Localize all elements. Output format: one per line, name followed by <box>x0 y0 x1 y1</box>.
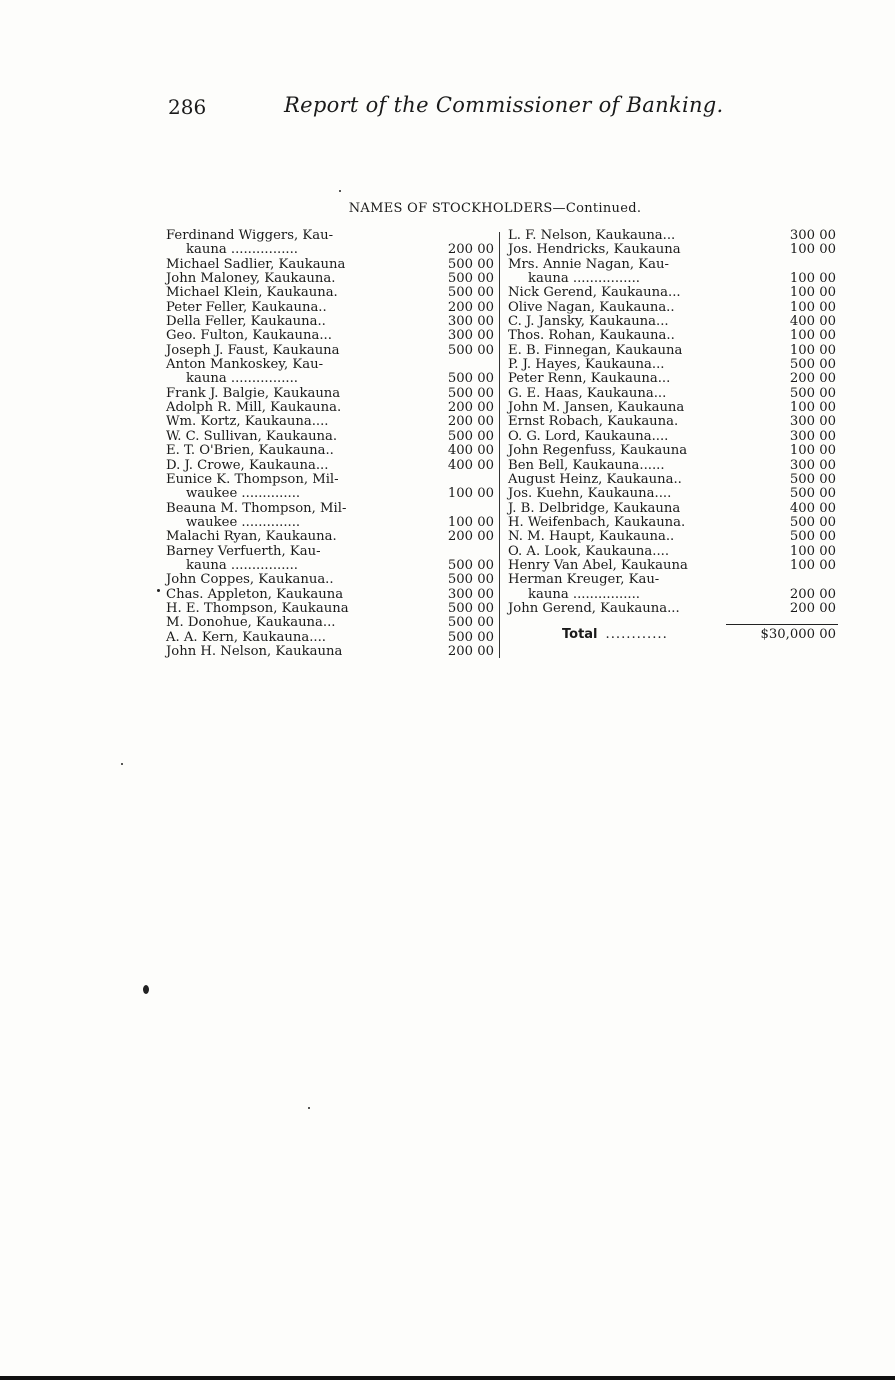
bottom-rule <box>0 1376 895 1380</box>
stock-amount: 100 00 <box>789 242 836 258</box>
stock-amount: 200 00 <box>789 586 836 602</box>
stock-amount: 500 00 <box>447 371 494 387</box>
stock-amount: 300 00 <box>789 414 836 430</box>
stockholder-name: Malachi Ryan, Kaukauna. <box>166 529 337 545</box>
stock-amount: 100 00 <box>789 443 836 459</box>
stockholder-name: H. E. Thompson, Kaukauna <box>166 600 349 616</box>
stock-amount: 200 00 <box>447 242 494 258</box>
column-divider <box>499 232 500 658</box>
stockholder-name: Della Feller, Kaukauna.. <box>166 314 326 330</box>
stockholder-entry <box>508 473 838 487</box>
stockholder-entry <box>166 286 494 300</box>
stock-amount: 100 00 <box>789 271 836 287</box>
stockholder-name: Barney Verfuerth, Kau- <box>166 543 321 559</box>
stock-amount: 500 00 <box>447 256 494 272</box>
stockholder-name-continued: kauna ................ <box>528 271 640 287</box>
stockholder-name: Anton Mankoskey, Kau- <box>166 357 324 373</box>
stockholder-name: D. J. Crowe, Kaukauna... <box>166 457 329 473</box>
stockholder-entry <box>508 387 838 401</box>
stockholder-entry <box>166 430 494 444</box>
stock-amount: 200 00 <box>789 600 836 616</box>
stock-amount: 500 00 <box>789 529 836 545</box>
stockholder-name: John Coppes, Kaukanua.. <box>166 572 334 588</box>
stockholder-name: O. G. Lord, Kaukauna.... <box>508 428 669 444</box>
stock-amount: 100 00 <box>789 400 836 416</box>
total-label: Total <box>562 627 598 643</box>
stockholder-entry <box>508 243 838 257</box>
stockholder-name-continued: waukee .............. <box>186 486 301 502</box>
stockholder-entry <box>166 645 494 659</box>
stockholder-entry <box>166 616 494 630</box>
stockholder-name-continued: kauna ................ <box>186 242 298 258</box>
stock-amount: 300 00 <box>447 586 494 602</box>
stockholder-name: Nick Gerend, Kaukauna... <box>508 285 681 301</box>
stockholder-entry <box>508 516 838 530</box>
stockholder-entry <box>508 530 838 544</box>
stock-amount: 500 00 <box>789 514 836 530</box>
stock-amount: 400 00 <box>447 443 494 459</box>
stock-amount: 100 00 <box>789 299 836 315</box>
stockholder-name: A. A. Kern, Kaukauna.... <box>166 629 326 645</box>
stock-amount: 200 00 <box>447 414 494 430</box>
stock-amount: 500 00 <box>447 615 494 631</box>
stockholder-entry <box>508 286 838 300</box>
stockholder-entry <box>508 315 838 329</box>
stock-amount: 100 00 <box>789 342 836 358</box>
stockholder-entry <box>508 602 838 616</box>
speck <box>143 985 149 994</box>
stockholder-entry <box>166 358 494 387</box>
stockholder-name: Herman Kreuger, Kau- <box>508 572 660 588</box>
stockholder-name: E. T. O'Brien, Kaukauna.. <box>166 443 334 459</box>
stockholder-name: Michael Klein, Kaukauna. <box>166 285 338 301</box>
stock-amount: 400 00 <box>789 314 836 330</box>
stock-amount: 300 00 <box>447 328 494 344</box>
stock-amount: 500 00 <box>789 471 836 487</box>
stockholder-name: Ernst Robach, Kaukauna. <box>508 414 679 430</box>
stockholder-name-continued: waukee .............. <box>186 514 301 530</box>
stockholder-name: John Maloney, Kaukauna. <box>166 271 336 287</box>
stockholder-name: Mrs. Annie Nagan, Kau- <box>508 256 669 272</box>
stockholder-entry <box>166 229 494 258</box>
stockholder-entry <box>166 573 494 587</box>
stockholder-entry <box>508 329 838 343</box>
stockholder-entry <box>508 502 838 516</box>
stockholder-entry <box>508 545 838 559</box>
stockholder-name: L. F. Nelson, Kaukauna... <box>508 228 676 243</box>
stockholder-entry <box>508 372 838 386</box>
stockholder-entry <box>508 401 838 415</box>
speck <box>339 190 341 192</box>
stock-amount: 500 00 <box>447 271 494 287</box>
stockholder-entry <box>166 530 494 544</box>
stock-amount: 500 00 <box>447 572 494 588</box>
stockholder-entry <box>508 430 838 444</box>
stockholder-entry <box>508 258 838 287</box>
total-rule <box>726 624 838 625</box>
stock-amount: 200 00 <box>447 299 494 315</box>
stock-amount: 500 00 <box>447 557 494 573</box>
stock-amount: 500 00 <box>447 285 494 301</box>
stockholder-entry <box>166 301 494 315</box>
stockholder-entry <box>166 602 494 616</box>
stock-amount: 300 00 <box>789 228 836 243</box>
stockholder-entry <box>166 272 494 286</box>
stockholder-name: Joseph J. Faust, Kaukauna <box>166 342 340 358</box>
stockholder-name: Geo. Fulton, Kaukauna... <box>166 328 332 344</box>
stockholder-name-continued: kauna ................ <box>186 557 298 573</box>
stockholder-entry <box>166 473 494 502</box>
stockholder-entry <box>508 573 838 602</box>
stockholder-name: Beauna M. Thompson, Mil- <box>166 500 347 516</box>
stockholder-name: P. J. Hayes, Kaukauna... <box>508 357 665 373</box>
stockholder-entry <box>166 344 494 358</box>
stockholder-entry <box>166 387 494 401</box>
running-head: Report of the Commissioner of Banking. <box>284 93 724 117</box>
stockholder-entry <box>166 444 494 458</box>
page-number: 286 <box>168 95 207 119</box>
section-title: NAMES OF STOCKHOLDERS—Continued. <box>348 201 642 216</box>
stockholder-entry <box>508 444 838 458</box>
stockholder-name: John H. Nelson, Kaukauna <box>166 643 343 659</box>
stockholder-name: Ferdinand Wiggers, Kau- <box>166 228 334 243</box>
stock-amount: 500 00 <box>789 357 836 373</box>
stock-amount: 200 00 <box>789 371 836 387</box>
stock-amount: 500 00 <box>447 629 494 645</box>
stockholder-name: Thos. Rohan, Kaukauna.. <box>508 328 675 344</box>
stock-amount: 200 00 <box>447 400 494 416</box>
stock-amount: 100 00 <box>447 486 494 502</box>
stock-amount: 100 00 <box>789 328 836 344</box>
stockholder-entry <box>166 329 494 343</box>
stockholder-name: N. M. Haupt, Kaukauna.. <box>508 529 675 545</box>
stockholder-entry <box>166 401 494 415</box>
stockholder-name: Henry Van Abel, Kaukauna <box>508 557 688 573</box>
stock-amount: 400 00 <box>447 457 494 473</box>
stockholder-entry <box>508 344 838 358</box>
stockholder-name: Frank J. Balgie, Kaukauna <box>166 385 341 401</box>
stockholders-right-column <box>508 229 838 643</box>
stock-amount: 300 00 <box>789 428 836 444</box>
stockholder-entry <box>166 258 494 272</box>
stockholder-name: Peter Feller, Kaukauna.. <box>166 299 327 315</box>
stockholder-entry <box>166 545 494 574</box>
stockholder-entry <box>508 459 838 473</box>
stockholder-entry <box>166 459 494 473</box>
stockholder-entry <box>166 588 494 602</box>
stockholder-name: John Regenfuss, Kaukauna <box>508 443 688 459</box>
stockholder-name-continued: kauna ................ <box>186 371 298 387</box>
stockholder-name: John M. Jansen, Kaukauna <box>508 400 685 416</box>
stockholder-name: H. Weifenbach, Kaukauna. <box>508 514 686 530</box>
stockholder-name: Michael Sadlier, Kaukauna <box>166 256 346 272</box>
stockholder-name: August Heinz, Kaukauna.. <box>508 471 682 487</box>
speck <box>121 763 123 765</box>
stock-amount: 300 00 <box>447 314 494 330</box>
stock-amount: 500 00 <box>447 428 494 444</box>
stock-amount: 500 00 <box>447 342 494 358</box>
stock-amount: 100 00 <box>447 514 494 530</box>
stockholder-name: Chas. Appleton, Kaukauna <box>166 586 344 602</box>
stockholder-entry <box>508 415 838 429</box>
stockholder-name: M. Donohue, Kaukauna... <box>166 615 336 631</box>
speck <box>308 1107 310 1109</box>
stock-amount: 300 00 <box>789 457 836 473</box>
stockholder-entry <box>508 559 838 573</box>
stockholder-entry <box>166 415 494 429</box>
stockholder-entry <box>508 301 838 315</box>
stockholder-entry <box>508 229 838 243</box>
stockholder-name: O. A. Look, Kaukauna.... <box>508 543 670 559</box>
stockholder-name: Olive Nagan, Kaukauna.. <box>508 299 675 315</box>
stock-amount: 100 00 <box>789 543 836 559</box>
stock-amount: 500 00 <box>789 385 836 401</box>
total-leader-dots: ............ <box>605 627 668 643</box>
stock-amount: 500 00 <box>447 600 494 616</box>
stock-amount: 200 00 <box>447 643 494 659</box>
stockholder-name: G. E. Haas, Kaukauna... <box>508 385 667 401</box>
stockholder-name-continued: kauna ................ <box>528 586 640 602</box>
stockholder-name: Wm. Kortz, Kaukauna.... <box>166 414 329 430</box>
total-row <box>508 628 838 642</box>
stockholder-name: Jos. Kuehn, Kaukauna.... <box>508 486 672 502</box>
stockholder-name: Eunice K. Thompson, Mil- <box>166 471 339 487</box>
stock-amount: 400 00 <box>789 500 836 516</box>
total-amount: $30,000 00 <box>760 627 836 643</box>
stockholder-name: J. B. Delbridge, Kaukauna <box>508 500 681 516</box>
stock-amount: 100 00 <box>789 285 836 301</box>
stockholder-name: Ben Bell, Kaukauna...... <box>508 457 665 473</box>
stock-amount: 200 00 <box>447 529 494 545</box>
stockholder-name: W. C. Sullivan, Kaukauna. <box>166 428 338 444</box>
stockholder-entry <box>508 487 838 501</box>
stockholder-entry <box>166 315 494 329</box>
stockholder-name: C. J. Jansky, Kaukauna... <box>508 314 669 330</box>
stockholder-name: John Gerend, Kaukauna... <box>508 600 680 616</box>
stockholder-name: E. B. Finnegan, Kaukauna <box>508 342 683 358</box>
stock-amount: 100 00 <box>789 557 836 573</box>
stockholders-left-column <box>166 229 494 659</box>
stockholder-entry <box>166 631 494 645</box>
stockholder-name: Jos. Hendricks, Kaukauna <box>508 242 681 258</box>
stock-amount: 500 00 <box>447 385 494 401</box>
stockholder-name: Peter Renn, Kaukauna... <box>508 371 671 387</box>
stockholder-name: Adolph R. Mill, Kaukauna. <box>166 400 342 416</box>
stock-amount: 500 00 <box>789 486 836 502</box>
stockholder-entry <box>166 502 494 531</box>
stockholder-entry <box>508 358 838 372</box>
speck <box>157 589 160 592</box>
